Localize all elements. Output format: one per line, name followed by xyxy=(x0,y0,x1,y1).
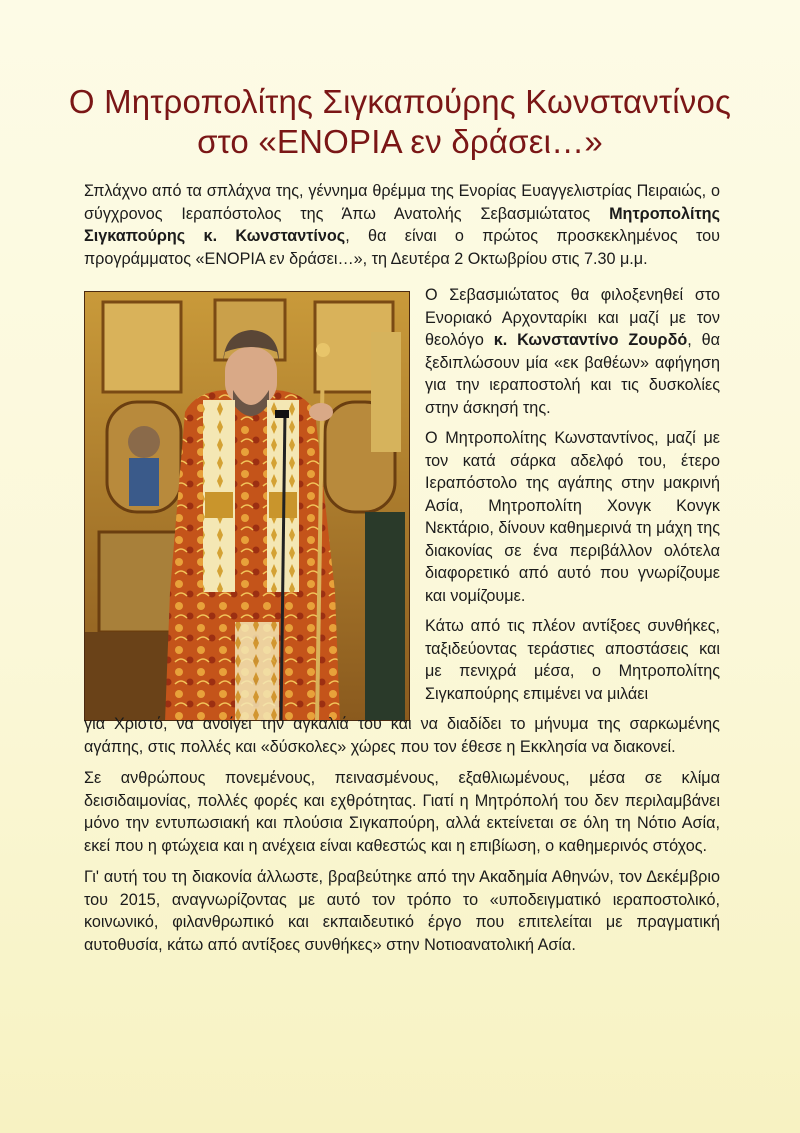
intro-text-2: , θα είναι ο πρώτος προσκεκλημένος του προγράμματος «ΕΝΟΡΙΑ εν δράσει…», τη Δευτέρα 2 Οκτωβρίου στις 7.30 μ.μ. xyxy=(84,227,720,268)
paragraph-5: Γι' αυτή του τη διακονία άλλωστε, βραβεύτηκε από την Ακαδημία Αθηνών, τον Δεκέμβριο του 2015, αναγνωρίζοντας με αυτό τον τρόπο το «υποδειγματικό ιεραποστολικό, κοινωνικό, φιλανθρωπικό και εκπαιδευτικό έργο που επιτελείται με πραγματική αυτοθυσία, κάτω από αντίξοες συνθήκες» στην Νοτιοανατολική Ασία. xyxy=(84,868,720,954)
title-line-2: στο «ΕΝΟΡΙΑ εν δράσει…» xyxy=(197,123,603,160)
continued-text xyxy=(84,713,720,965)
paragraph-intro xyxy=(84,180,720,270)
side-p1-text-1: Ο Σεβασμιώτατος θα φιλοξενηθεί στο Ενοριακό Αρχονταρίκι και μαζί με τον θεολόγο xyxy=(425,286,720,349)
paragraph-side-2: Ο Μητροπολίτης Κωνσταντίνος, μαζί με τον κατά σάρκα αδελφό του, έτερο Ιεραπόστολο της αγάπης στην μακρινή Ασία, Μητροπολίτη Χονγκ Κονγκ Νεκτάριο, δίνουν καθημερινά τη μάχη της διακονίας σε ένα περιβάλλον ολότελα διαφορετικό από αυτό που γνωρίζουμε και νομίζουμε. xyxy=(425,429,720,605)
paragraph-4: Σε ανθρώπους πονεμένους, πεινασμένους, εξαθλιωμένους, μέσα σε κλίμα δεισιδαιμονίας, πολλές φορές και εχθρότητας. Γιατί η Μητρόπολή του δεν περιλαμβάνει μόνο την εντυπωσιακή και πλούσια Σιγκαπούρη, αλλά εκτείνεται σε όλη τη Νότιο Ασία, εκεί που η φτώχεια και η ανέχεια είναι καθεστώς και η επιβίωση, ο καθημερινός στόχος. xyxy=(84,769,720,855)
side-column xyxy=(425,284,720,705)
side-p1-text-2: , θα ξεδιπλώσουν μία «εκ βαθέων» αφήγηση για την ιεραποστολή και τις δυσκολίες στην άσκησή της. xyxy=(425,331,720,417)
intro-bold-name: Μητροπολίτης Σιγκαπούρης κ. Κωνσταντίνος xyxy=(84,204,720,245)
intro-paragraph xyxy=(84,180,720,279)
side-p1-bold-name: κ. Κωνσταντίνο Ζουρδό xyxy=(493,331,688,349)
metropolitan-photo xyxy=(84,291,410,721)
title-line-1: Ο Μητροπολίτης Σιγκαπούρης Κωνσταντίνος xyxy=(68,83,732,120)
intro-text-1: Σπλάχνο από τα σπλάχνα της, γέννημα θρέμμα της Ενορίας Ευαγγελιστρίας Πειραιώς, ο σύγχρονος Ιεραπόστολος της Άπω Ανατολής Σεβασμιώτατος xyxy=(84,182,720,223)
paragraph-side-1 xyxy=(425,284,720,419)
paragraph-side-3: Κάτω από τις πλέον αντίξοες συνθήκες, ταξιδεύοντας τεράστιες αποστάσεις και με πενιχρά μέσα, ο Μητροπολίτης Σιγκαπούρης επιμένει να μιλάει xyxy=(425,617,720,703)
paragraph-continued-3: για Χριστό, να ανοίγει την αγκαλιά του και να διαδίδει το μήνυμα της σαρκωμένης αγάπης, στις πολλές και «δύσκολες» χώρες που τον έθεσε η Εκκλησία να διακονεί. xyxy=(84,715,720,756)
page-title xyxy=(40,82,760,162)
